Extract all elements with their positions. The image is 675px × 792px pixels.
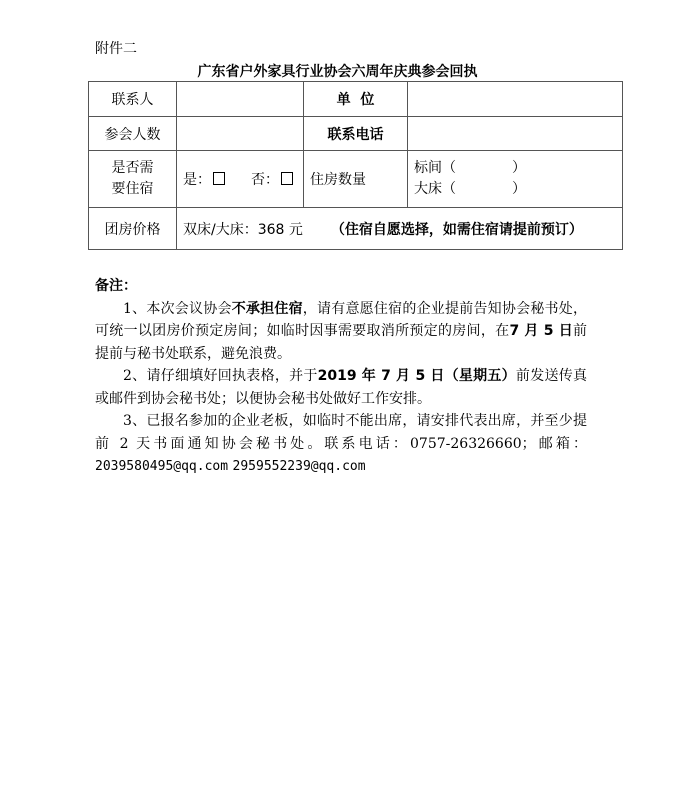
note-item-1 <box>95 298 587 366</box>
rooms-label: 住房数量 <box>310 172 366 188</box>
email-2[interactable]: 2959552239@qq.com <box>232 459 366 474</box>
attendees-label-cell <box>89 117 177 151</box>
unit-label-cell <box>304 82 408 117</box>
king-room-field[interactable] <box>414 179 616 200</box>
attendees-label: 参会人数 <box>104 126 161 143</box>
attendees-input-cell[interactable] <box>177 117 304 151</box>
unit-input-cell[interactable] <box>408 82 623 117</box>
email-1[interactable]: 2039580495@qq.com <box>95 459 229 474</box>
no-checkbox[interactable] <box>281 172 293 185</box>
form-title: 广东省户外家具行业协会六周年庆典参会回执 <box>197 64 478 80</box>
standard-room-label: 标间（ <box>414 160 456 176</box>
king-room-close: ） <box>512 181 526 197</box>
note3-text: 3、已报名参加的企业老板，如临时不能出席，请安排代表出席，并至少提前 2 天书面通知协会秘书处。联系电话：0757-26326660；邮箱： <box>95 413 587 452</box>
rooms-input-cell <box>408 151 623 208</box>
rooms-label-cell <box>304 151 408 208</box>
group-price-label: 团房价格 <box>104 221 161 238</box>
price-label-cell <box>89 208 177 250</box>
registration-form-table <box>88 81 623 250</box>
form-row-lodging <box>89 151 623 208</box>
note1-text-c: 前提前与秘书处联系，避免浪费。 <box>95 323 587 362</box>
notes-heading: 备注： <box>95 278 137 294</box>
form-row-price <box>89 208 623 250</box>
contact-label: 联系人 <box>111 92 154 108</box>
yes-label: 是： <box>183 172 211 188</box>
note1-text-b: ，请有意愿住宿的企业提前告知协会秘书处，可统一以团房价预定房间；如临时因事需要取消所预定的房间，在 <box>95 300 587 339</box>
group-price-note: （住宿自愿选择，如需住宿请提前预订） <box>330 221 583 238</box>
price-value-cell <box>177 208 623 250</box>
note1-date: 7 月 5 日 <box>509 323 573 339</box>
note2-date: 2019 年 7 月 5 日（星期五） <box>317 368 516 384</box>
note-item-3 <box>95 410 587 479</box>
no-label: 否： <box>251 172 279 188</box>
king-room-label: 大床（ <box>414 181 456 197</box>
contact-label-cell <box>89 82 177 117</box>
attachment-label: 附件二 <box>95 41 137 57</box>
lodging-label-line2: 要住宿 <box>111 181 154 197</box>
note-item-2 <box>95 365 587 410</box>
lodging-choice-cell <box>177 151 304 208</box>
note1-text-a: 1、本次会议协会 <box>123 300 232 317</box>
unit-label: 单 位 <box>336 92 375 108</box>
phone-label-cell <box>304 117 408 151</box>
standard-room-close: ） <box>512 160 526 176</box>
lodging-label-cell <box>89 151 177 208</box>
standard-room-field[interactable] <box>414 158 616 179</box>
lodging-label-line1: 是否需 <box>111 160 154 176</box>
note1-emphasis: 不承担住宿 <box>231 300 303 317</box>
phone-label: 联系电话 <box>327 126 384 143</box>
note2-text-b: 前发送传真或邮件到协会秘书处；以便协会秘书处做好工作安排。 <box>95 368 587 407</box>
note2-text-a: 2、请仔细填好回执表格，并于 <box>123 368 318 384</box>
form-row-contact <box>89 82 623 117</box>
yes-checkbox[interactable] <box>213 172 225 185</box>
form-row-attendees <box>89 117 623 151</box>
contact-input-cell[interactable] <box>177 82 304 117</box>
notes-section <box>95 275 587 479</box>
group-price-value: 双床/大床：368 元 <box>183 221 303 238</box>
phone-input-cell[interactable] <box>408 117 623 151</box>
